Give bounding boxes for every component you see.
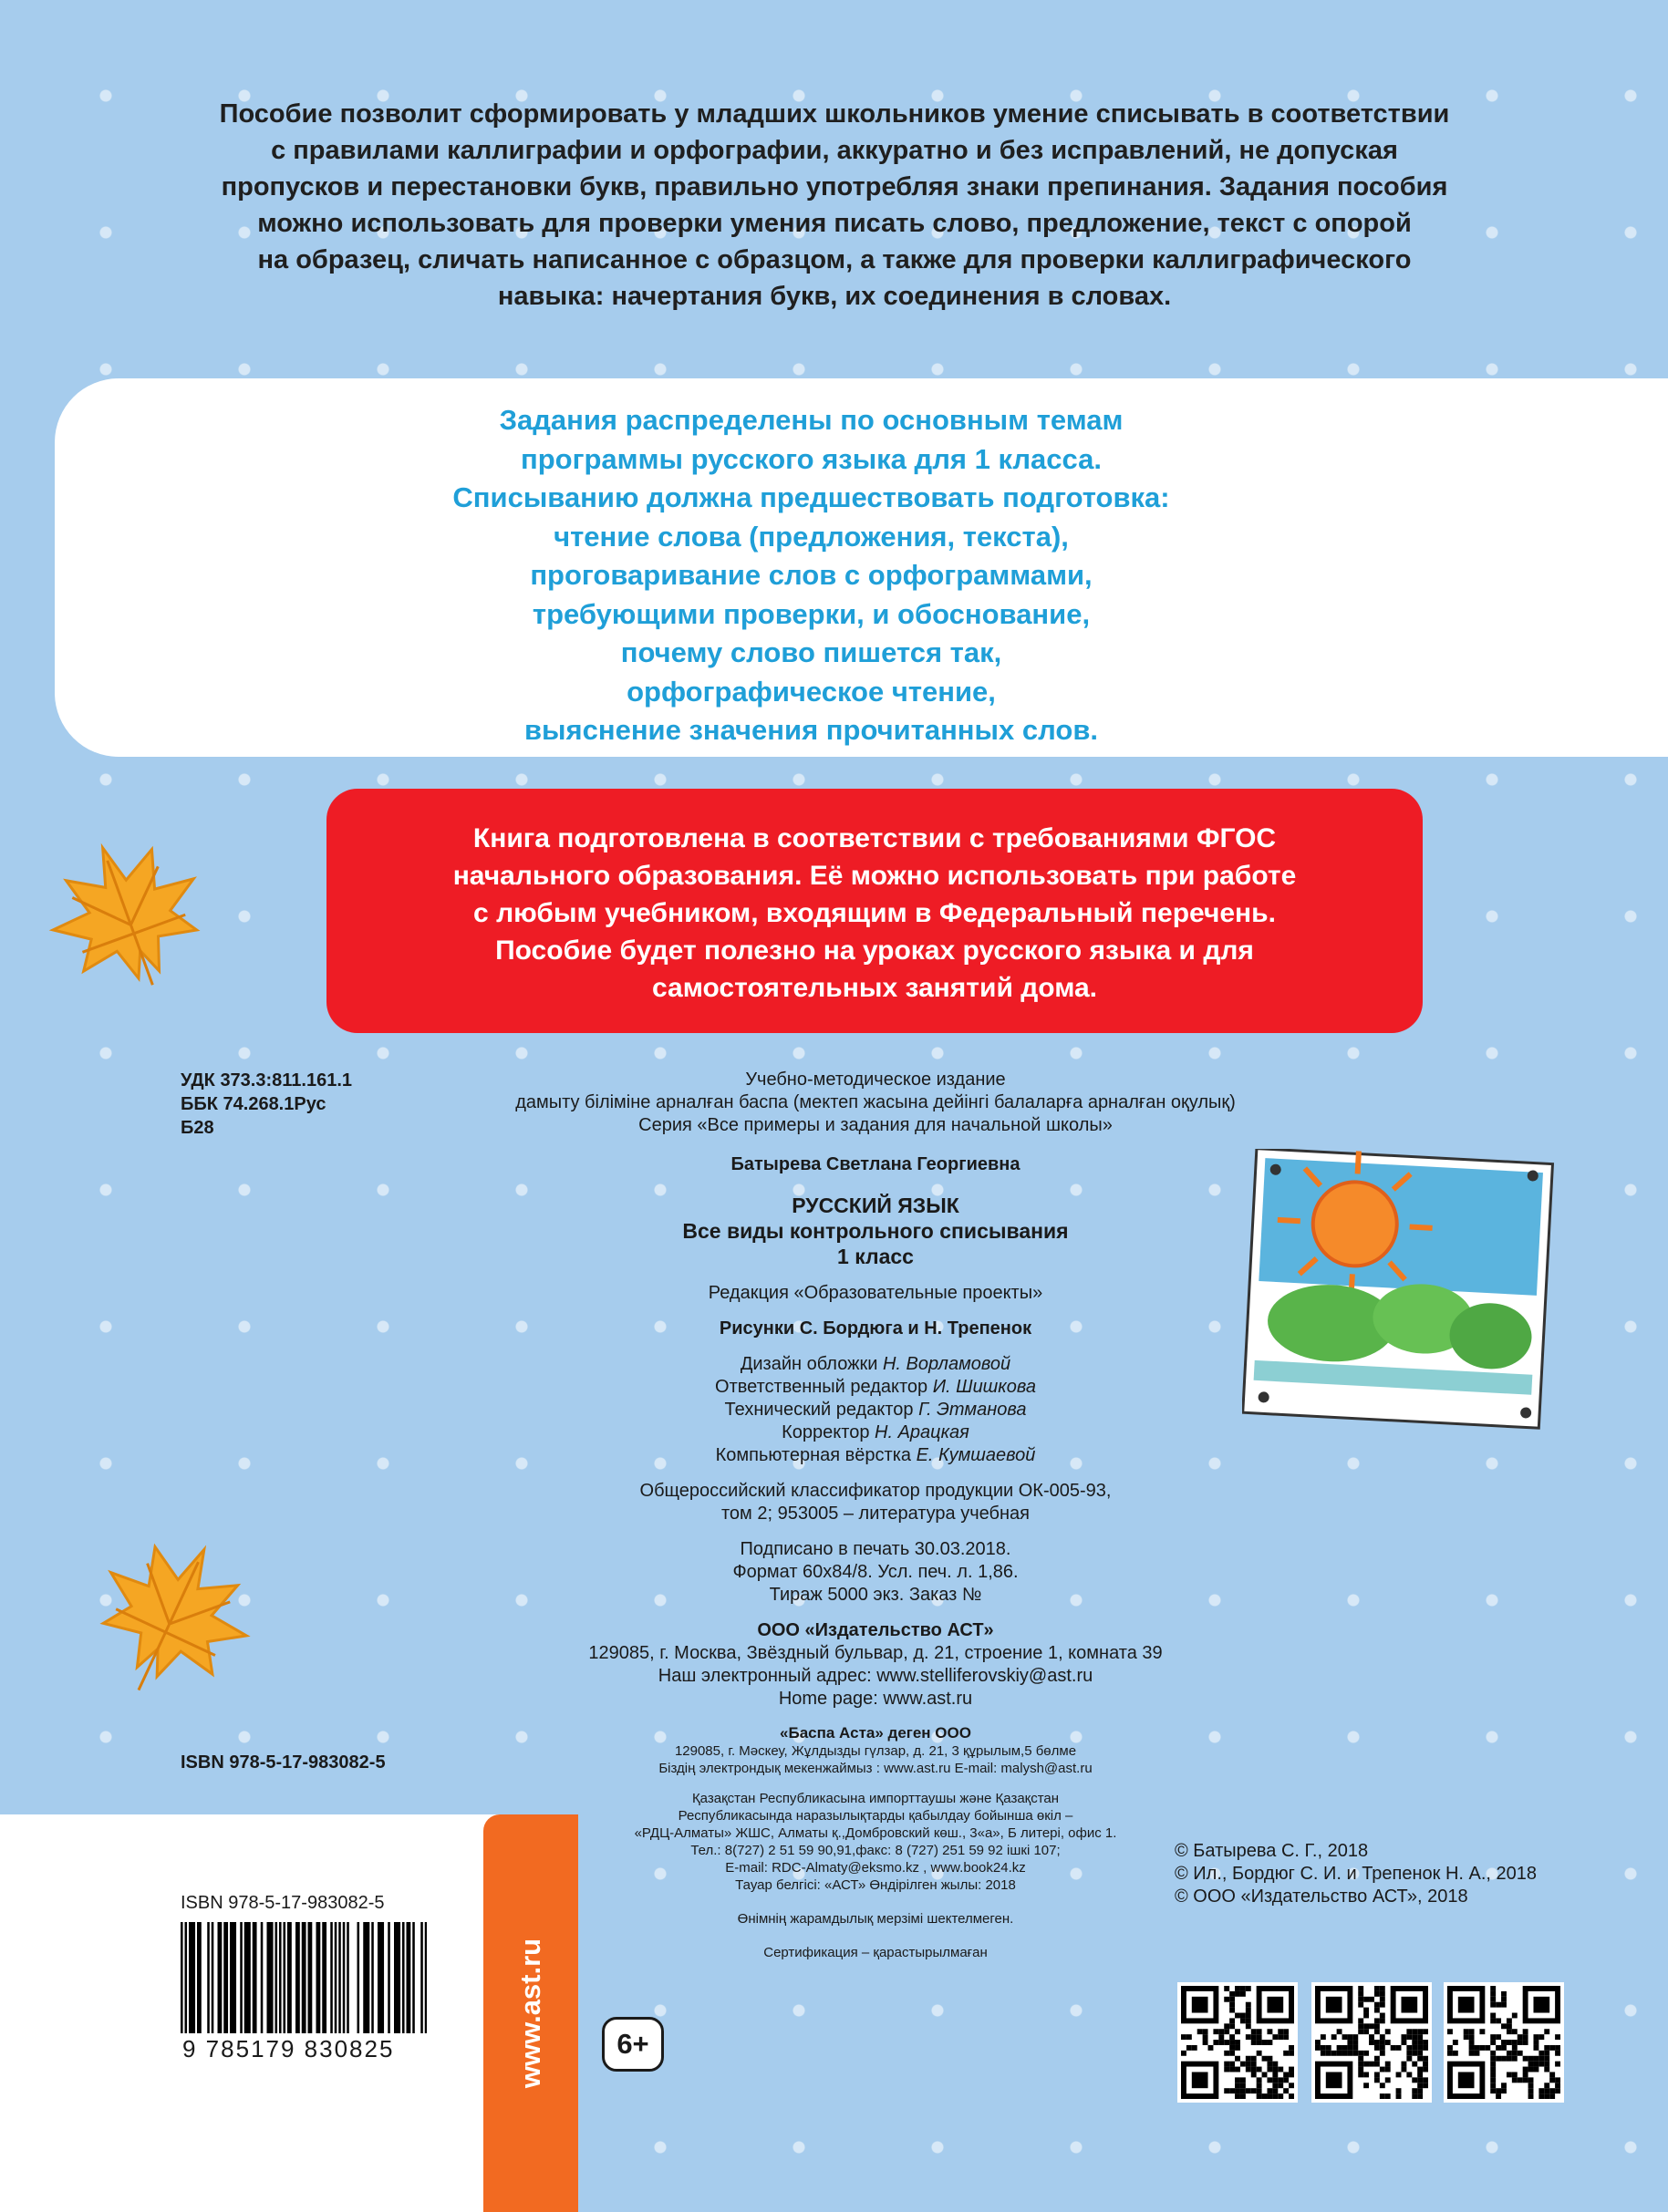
book-title: РУССКИЙ ЯЗЫК xyxy=(792,1194,959,1217)
intro-line: можно использовать для проверки умения писать слово, предложение, текст с опорой xyxy=(257,209,1412,238)
isbn-label: ISBN 978-5-17-983082-5 xyxy=(181,1752,386,1773)
credit-line xyxy=(429,1399,1322,1421)
credit-name: И. Шишкова xyxy=(932,1377,1036,1397)
credit-name: Н. Ворламовой xyxy=(882,1354,1011,1374)
kz-line: E-mail: RDC-Almaty@eksmo.kz , www.book24.kz xyxy=(725,1860,1026,1876)
credit-line xyxy=(429,1421,1322,1444)
website-text[interactable]: www.ast.ru xyxy=(514,1938,546,2089)
intro-line: с правилами каллиграфии и орфографии, аккуратно и без исправлений, не допуская xyxy=(271,136,1398,165)
tasks-line: программы русского языка для 1 класса. xyxy=(520,442,1102,475)
publisher-homepage: Home page: www.ast.ru xyxy=(778,1689,973,1709)
classifier: том 2; 953005 – литература учебная xyxy=(720,1504,1031,1524)
child-drawing-illustration xyxy=(1242,1149,1557,1432)
qr-code-icon[interactable] xyxy=(1444,1982,1564,2103)
kz-line: Республикасында наразылықтарды қабылдау бойынша өкіл – xyxy=(678,1808,1073,1824)
qr-code-icon[interactable] xyxy=(1311,1982,1432,2103)
author: Батырева Светлана Георгиевна xyxy=(730,1154,1020,1174)
book-grade: 1 класс xyxy=(837,1245,914,1268)
age-rating-badge: 6+ xyxy=(602,2017,664,2072)
classifier: Общероссийский классификатор продукции ОК-005-93, xyxy=(639,1481,1112,1501)
certification: Сертификация – қарастырылмаған xyxy=(763,1945,988,1960)
tasks-line: требующими проверки, и обоснование, xyxy=(532,597,1091,630)
fgos-line: Книга подготовлена в соответствии с требованиями ФГОС xyxy=(472,823,1277,853)
fgos-line: с любым учебником, входящим в Федеральный перечень. xyxy=(473,898,1276,928)
credit-line xyxy=(429,1353,1322,1376)
credit-line xyxy=(429,1444,1322,1467)
editorial: Редакция «Образовательные проекты» xyxy=(708,1283,1043,1303)
classification-codes xyxy=(181,1069,352,1140)
tasks-line: орфографическое чтение, xyxy=(627,675,996,708)
kz-line: Қазақстан Республикасына импорттаушы және Қазақстан xyxy=(691,1791,1060,1806)
credit-name: Г. Этманова xyxy=(918,1400,1027,1420)
publisher-address: 129085, г. Москва, Звёздный бульвар, д. 21, строение 1, комната 39 xyxy=(588,1643,1163,1663)
credit-role: Технический редактор xyxy=(724,1400,914,1420)
kz-publisher: «Баспа Аста» деген ООО xyxy=(780,1724,971,1742)
copyright-line: © ООО «Издательство АСТ», 2018 xyxy=(1175,1886,1468,1907)
copyright-line: © Батырева С. Г., 2018 xyxy=(1175,1841,1369,1861)
validity: Өнімнің жарамдылық мерзімі шектелмеген. xyxy=(737,1911,1014,1927)
tasks-line: проговаривание слов с орфограммами, xyxy=(530,559,1093,591)
website-label[interactable] xyxy=(483,1814,578,2212)
fgos-panel xyxy=(326,789,1423,1033)
copyright-block xyxy=(1175,1840,1537,1908)
format: Формат 60х84/8. Усл. печ. л. 1,86. xyxy=(732,1562,1019,1582)
kazakh-edition: дамыту біліміне арналған баспа (мектеп жасына дейінгі балаларға арналған оқулық) xyxy=(515,1092,1236,1112)
bbk-code: ББК 74.268.1Рус xyxy=(181,1094,326,1114)
intro-line: навыка: начертания букв, их соединения в словах. xyxy=(497,282,1172,311)
kz-line: Тел.: 8(727) 2 51 59 90,91,факс: 8 (727) 251 59 92 ішкі 107; xyxy=(690,1843,1061,1858)
credit-line xyxy=(429,1376,1322,1399)
kz-line: 129085, г. Мәскеу, Жұлдызды гүлзар, д. 21, 3 құрылым,5 бөлме xyxy=(674,1743,1077,1759)
tasks-line: выяснение значения прочитанных слов. xyxy=(524,714,1098,746)
kz-line: «РДЦ-Алматы» ЖШС, Алматы қ.,Домбровский көш., 3«а», Б литері, офис 1. xyxy=(634,1825,1117,1841)
tasks-line: Задания распределены по основным темам xyxy=(499,404,1124,436)
circulation: Тираж 5000 экз. Заказ № xyxy=(769,1585,982,1605)
kz-line: Тауар белгісі: «АСТ» Өндірілген жылы: 2018 xyxy=(735,1877,1016,1893)
credit-name: Н. Арацкая xyxy=(875,1422,969,1442)
udk-code: УДК 373.3:811.161.1 xyxy=(181,1070,353,1090)
credit-role: Корректор xyxy=(782,1422,870,1442)
fgos-line: самостоятельных занятий дома. xyxy=(651,973,1098,1003)
illustrations: Рисунки С. Бордюга и Н. Трепенок xyxy=(719,1318,1032,1339)
qr-code-icon[interactable] xyxy=(1177,1982,1298,2103)
credit-role: Ответственный редактор xyxy=(715,1377,928,1397)
edition-type: Учебно-методическое издание xyxy=(745,1070,1006,1090)
intro-text xyxy=(164,96,1505,315)
tasks-panel xyxy=(55,378,1668,757)
intro-line: на образец, сличать написанное с образцом, а также для проверки каллиграфического xyxy=(257,245,1412,274)
credit-role: Компьютерная вёрстка xyxy=(715,1445,912,1465)
publisher-email: Наш электронный адрес: www.stelliferovskiy@ast.ru xyxy=(658,1666,1093,1686)
fgos-line: начального образования. Её можно использовать при работе xyxy=(452,861,1297,891)
tasks-line: почему слово пишется так, xyxy=(620,636,1002,668)
barcode-icon xyxy=(181,1922,427,2033)
credit-name: Е. Кумшаевой xyxy=(916,1445,1036,1465)
signed-date: Подписано в печать 30.03.2018. xyxy=(740,1539,1011,1559)
intro-line: пропусков и перестановки букв, правильно употребляя знаки препинания. Задания пособия xyxy=(221,172,1448,202)
publisher: ООО «Издательство АСТ» xyxy=(757,1620,994,1640)
barcode-digits: 9 785179 830825 xyxy=(182,2035,395,2062)
intro-line: Пособие позволит сформировать у младших школьников умение списывать в соответствии xyxy=(219,99,1450,129)
series: Серия «Все примеры и задания для начальной школы» xyxy=(638,1115,1113,1135)
book-subtitle: Все виды контрольного списывания xyxy=(682,1219,1069,1243)
maple-leaf-icon xyxy=(82,1525,264,1707)
tasks-line: Списыванию должна предшествовать подготовка: xyxy=(452,481,1170,513)
tasks-line: чтение слова (предложения, текста), xyxy=(554,520,1069,553)
credit-role: Дизайн обложки xyxy=(740,1354,878,1374)
fgos-line: Пособие будет полезно на уроках русского языка и для xyxy=(495,935,1254,966)
kz-line: Біздің электрондық мекенжаймыз : www.ast.ru E-mail: malysh@ast.ru xyxy=(658,1761,1093,1776)
author-mark: Б28 xyxy=(181,1118,214,1138)
isbn-barcode-label: ISBN 978-5-17-983082-5 xyxy=(181,1893,385,1913)
copyright-line: © Ил., Бордюг С. И. и Трепенок Н. А., 2018 xyxy=(1175,1864,1538,1884)
maple-leaf-icon xyxy=(36,825,219,1008)
